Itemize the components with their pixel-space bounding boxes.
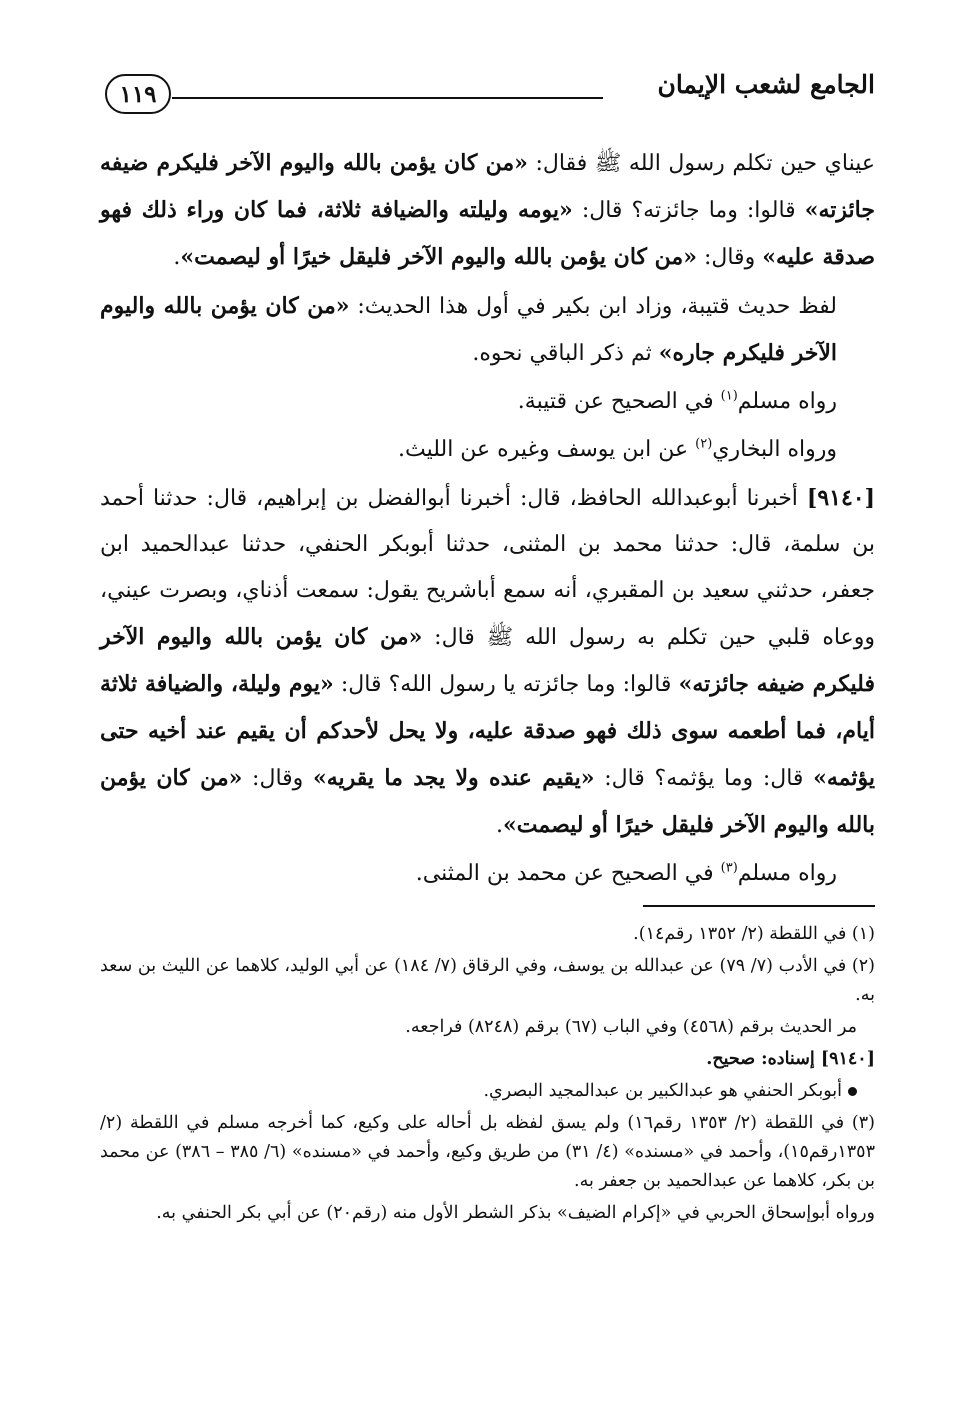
text-segment: عن ابن يوسف وغيره عن الليث. (397, 437, 696, 462)
footnote-4: ورواه أبوإسحاق الحربي في «إكرام الضيف» بذكر الشطر الأول منه (رقم٢٠) عن أبي بكر الحنفي به. (156, 1203, 875, 1223)
paragraph-1 (100, 140, 875, 281)
footnote-bullet-note (100, 1077, 875, 1106)
hadith-quote: «يوم وليلة، والضيافة ثلاثة أيام، فما أطعمه سوى ذلك فهو صدقة عليه، ولا يحل لأحدكم أن يقيم عند أخيه حتى يؤثمه» (100, 671, 876, 791)
text-segment: وقال: (242, 766, 313, 791)
hadith-quote: «من كان يؤمن بالله واليوم الآخر فليكرم جاره» (100, 293, 837, 366)
text-segment: قالوا: وما جائزته؟ قال: (572, 198, 805, 223)
running-header-title: الجامع لشعب الإيمان (657, 70, 875, 99)
hadith-quote: «يومه وليلته والضيافة ثلاثة، فما كان وراء ذلك فهو صدقة عليه» (100, 197, 875, 270)
header-rule (172, 97, 603, 99)
paragraph-3 (100, 379, 875, 425)
hadith-number: [٩١٤٠] (806, 485, 875, 511)
paragraph-5 (100, 475, 875, 849)
text-segment: رواه مسلم (737, 861, 837, 886)
hadith-quote: «من كان يؤمن بالله واليوم الآخر فليكرم ضيفه جائزته» (100, 624, 875, 697)
paragraph-4 (100, 427, 875, 473)
text-segment: أخبرنا أبوعبدالله الحافظ، قال: أخبرنا أبوالفضل بن إبراهيم، قال: حدثنا أحمد بن سلمة، قال: حدثنا محمد بن المثنى، حدثنا أبوبكر الحنفي، حدثنا عبدالحميد ابن جعفر، حدثني سعيد بن المقبري، أنه سمع أباشريح يقول: سمعت أذناي، وبصرت عيني، ووعاه قلبي حين تكلم به رسول الله ﷺ قال: (100, 486, 876, 650)
text-segment: رواه مسلم (737, 389, 837, 414)
bullet-text: أبوبكر الحنفي هو عبدالكبير بن عبدالمجيد البصري. (483, 1081, 842, 1101)
text-segment: . (496, 813, 504, 838)
text-segment: وقال: (696, 245, 763, 270)
text-segment: ثم ذكر الباقي نحوه. (472, 341, 659, 366)
text-segment: ورواه البخاري (712, 437, 837, 462)
isnad-label: إسناده: (755, 1049, 821, 1069)
paragraph-2 (100, 283, 875, 377)
paragraph-6 (100, 851, 875, 897)
footnote-2-note: مر الحديث برقم (٤٥٦٨) وفي الباب (٦٧) برقم (٨٢٤٨) فراجعه. (405, 1017, 857, 1037)
text-segment: في الصحيح عن محمد بن المثنى. (415, 861, 721, 886)
footnote-ref: (٣) (720, 860, 738, 876)
footnote-separator (643, 905, 875, 907)
footnote-1: (١) في اللقطة (٢/ ١٣٥٢ رقم١٤). (633, 924, 875, 944)
text-segment: عيناي حين تكلم رسول الله ﷺ فقال: (527, 151, 875, 176)
hadith-quote: «يقيم عنده ولا يجد ما يقريه» (313, 765, 595, 791)
bullet-icon (848, 1087, 857, 1096)
text-segment: لفظ حديث قتيبة، وزاد ابن بكير في أول هذا الحديث: (349, 294, 837, 319)
hadith-quote: «من كان يؤمن بالله واليوم الآخر فليقل خيرًا أو ليصمت» (180, 244, 697, 270)
text-segment: قال: وما يؤثمه؟ قال: (594, 766, 814, 791)
footnote-2: (٢) في الأدب (٧/ ٧٩) عن عبدالله بن يوسف، وفي الرقاق (٧/ ١٨٤) عن أبي الوليد، كلاهما عن الليث بن سعد به. (100, 956, 875, 1005)
footnote-ref: (١) (720, 388, 738, 404)
footnote-ref: (٢) (695, 436, 713, 452)
text-segment: في الصحيح عن قتيبة. (517, 389, 721, 414)
hadith-quote: «من كان يؤمن بالله واليوم الآخر فليكرم ضيفه جائزته» (100, 150, 875, 223)
page-number-badge: ١١٩ (105, 74, 171, 114)
footnote-3: (٣) في اللقطة (٢/ ١٣٥٣ رقم١٦) ولم يسق لفظه بل أحاله على وكيع، كما أخرجه مسلم في اللقطة (٢/ ١٣٥٣رقم١٥)، وأحمد في «مسنده» (٤/ ٣١) من طريق وكيع، وأحمد في «مسنده» (٦/ ٣٨٥ – ٣٨٦) عن محمد بن بكر، كلاهما عن عبدالحميد بن جعفر به. (100, 1113, 875, 1191)
isnad-number: [٩١٤٠] (820, 1049, 875, 1069)
text-segment: قالوا: وما جائزته يا رسول الله؟ قال: (333, 672, 679, 697)
hadith-quote: «من كان يؤمن بالله واليوم الآخر فليقل خيرًا أو ليصمت» (100, 765, 875, 838)
main-text (100, 140, 875, 899)
footnote-isnad (100, 1045, 875, 1074)
isnad-grade: صحيح. (706, 1049, 756, 1069)
footnotes (100, 920, 875, 1231)
text-segment: . (173, 245, 181, 270)
